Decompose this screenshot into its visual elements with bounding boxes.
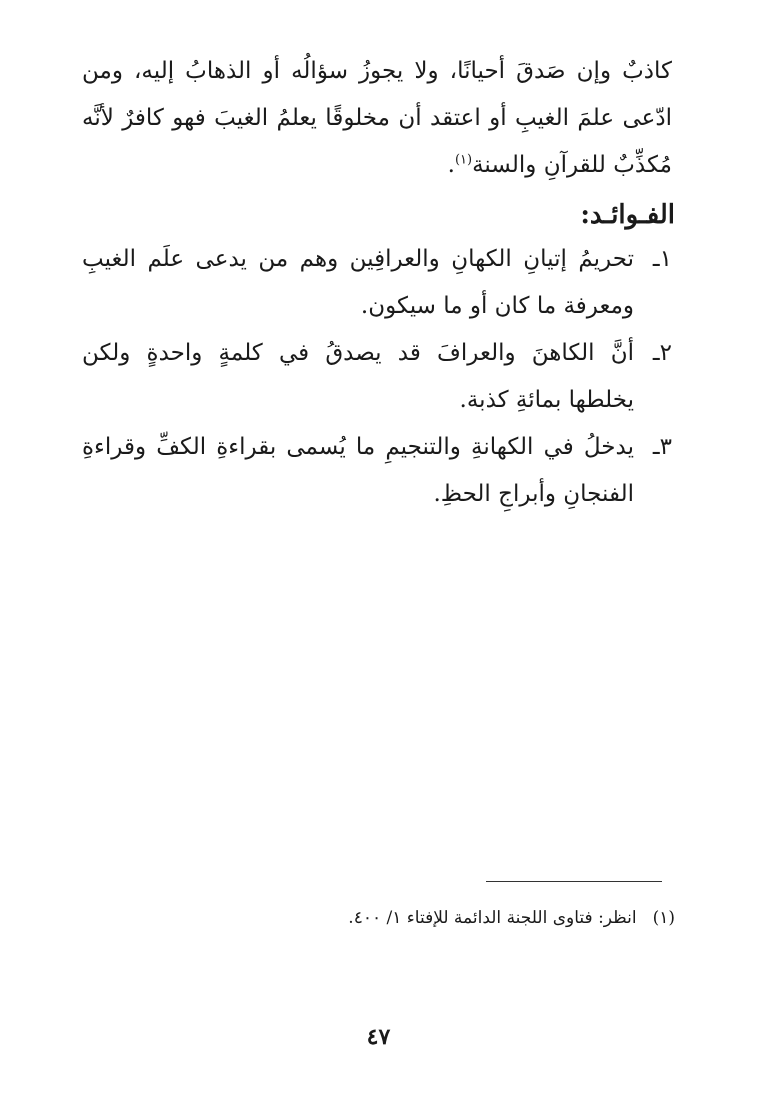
intro-end-punctuation: . [447, 152, 455, 178]
benefits-list-container [82, 236, 672, 518]
benefit-item [82, 424, 672, 518]
benefits-list [82, 236, 672, 518]
footnote [348, 903, 675, 933]
footnote-reference[interactable]: (١) [454, 152, 473, 168]
benefit-text: يدخلُ في الكهانةِ والتنجيمِ ما يُسمى بقراءةِ الكفِّ وقراءةِ الفنجانِ وأبراجِ الحظِ. [82, 434, 634, 507]
benefit-item [82, 236, 672, 330]
benefit-text: أنَّ الكاهنَ والعرافَ قد يصدقُ في كلمةٍ واحدةٍ ولكن يخلطها بمائةِ كذبة. [82, 340, 634, 413]
intro-paragraph [82, 48, 672, 189]
footnote-divider [486, 881, 662, 882]
benefit-number: ٢ـ [652, 340, 672, 366]
intro-text: كاذبٌ وإن صَدقَ أحيانًا، ولا يجوزُ سؤالُه أو الذهابُ إليه، ومن ادّعى علمَ الغيبِ أو اعتقد أن مخلوقًا يعلمُ الغيبَ فهو كافرٌ لأنَّه مُكذِّبٌ للقرآنِ والسنة [82, 58, 672, 178]
intro-text-line [82, 48, 672, 189]
page-number: ٤٧ [366, 1024, 391, 1050]
footnote-number: (١) [652, 908, 675, 928]
footnote-text: انظر: فتاوى اللجنة الدائمة للإفتاء ١/ ٤٠٠. [348, 908, 637, 928]
benefit-number: ٣ـ [652, 434, 672, 460]
benefit-number: ١ـ [652, 246, 672, 272]
benefit-text: تحريمُ إتيانِ الكهانِ والعرافِين وهم من يدعى علَم الغيبِ ومعرفة ما كان أو ما سيكون. [82, 246, 634, 319]
benefits-heading: الفـوائـد: [580, 200, 675, 230]
benefit-item [82, 330, 672, 424]
